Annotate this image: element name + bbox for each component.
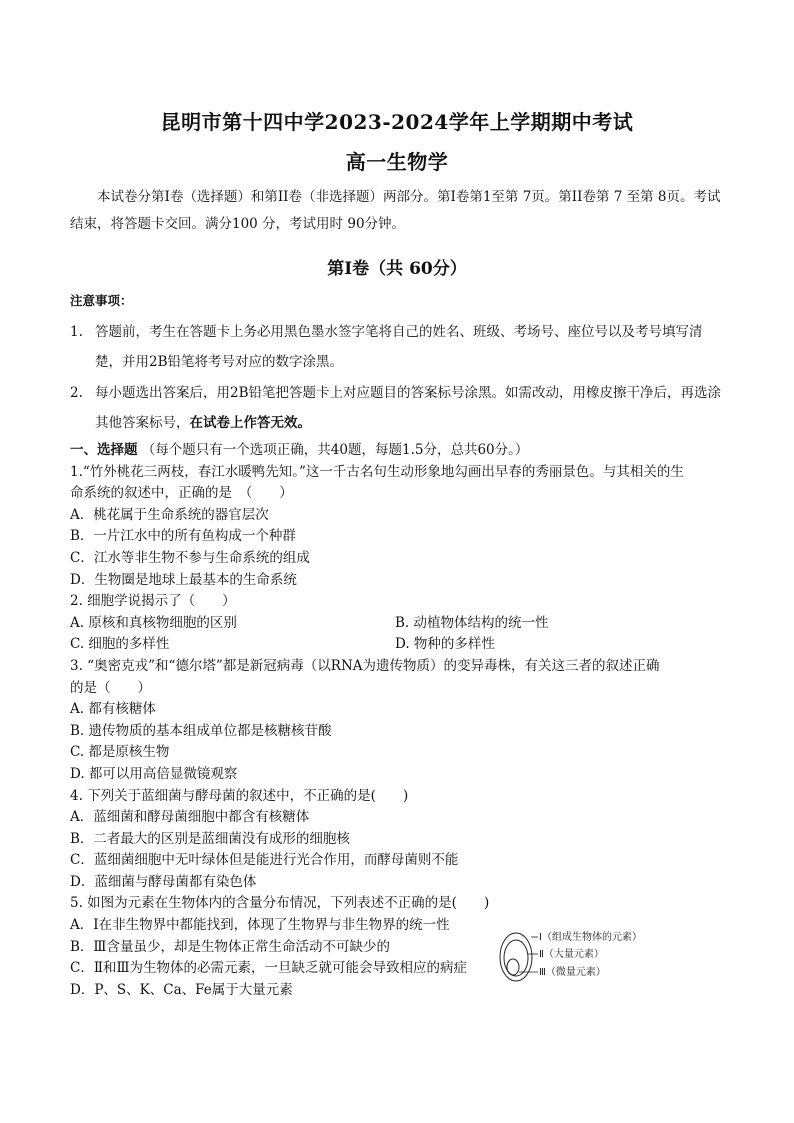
answer-option: D. 都可以用高倍显微镜观察 [70, 765, 238, 782]
notice-item [70, 378, 722, 438]
option-row [70, 634, 722, 656]
answer-option: C．江水等非生物不参与生命系统的组成 [70, 549, 310, 566]
answer-option: D．蓝细菌与酵母菌都有染色体 [70, 873, 257, 890]
answer-option: A．Ⅰ在非生物界中都能找到，体现了生物界与非生物界的统一性 [70, 917, 450, 934]
answer-option: C．Ⅱ和Ⅲ为生物体的必需元素，一旦缺乏就可能会导致相应的病症 [70, 960, 468, 977]
notice-text-wrap [95, 378, 722, 438]
answer-option: B. 遗传物质的基本组成单位都是核糖核苷酸 [70, 722, 332, 739]
notice-text: 答题前，考生在答题卡上务必用黑色墨水签字笔将自己的姓名、班级、考场号、座位号以及考号填写清楚，并用2B铅笔将考号对应的数字涂黑。 [95, 324, 703, 370]
notice-bold-warning: 在试卷上作答无效。 [189, 415, 311, 431]
diagram-label-II: Ⅱ（大量元素） [539, 949, 604, 960]
answer-option: C．蓝细菌细胞中无叶绿体但是能进行光合作用，而酵母菌则不能 [70, 852, 459, 869]
exam-intro: 本试卷分第I卷（选择题）和第II卷（非选择题）两部分。第I卷第1至第 7页。第II卷第 7 至第 8页。考试结束，将答题卡交回。满分100 分，考试用时 90分钟。 [70, 189, 721, 232]
question-stem: 1.“竹外桃花三两枝，春江水暖鸭先知。”这一千古名句生动形象地勾画出早春的秀丽景色。与其相关的生 [70, 463, 684, 480]
answer-option: A．蓝细菌和酵母菌细胞中都含有核糖体 [70, 809, 310, 826]
question-stem: 4. 下列关于蓝细菌与酵母菌的叙述中，不正确的是( ) [70, 787, 409, 804]
answer-option: A. 原核和真核物细胞的区别 [70, 614, 237, 631]
answer-option: A. 都有核糖体 [70, 701, 156, 718]
answer-option: D．P、S、K、Ca、Fe属于大量元素 [70, 981, 293, 998]
section-label: 一、选择题 [70, 442, 138, 458]
notice-number: 2. [70, 385, 83, 401]
section-header [70, 440, 722, 462]
question-stem: 命系统的叙述中，正确的是 （ ） [70, 485, 293, 502]
diagram-label-I: Ⅰ（组成生物体的元素） [539, 932, 642, 943]
answer-option: D．生物圈是地球上最基本的生命系统 [70, 571, 297, 588]
exam-subject: 高一生物学 [345, 150, 449, 174]
answer-option: B．一片江水中的所有鱼构成一个种群 [70, 528, 296, 545]
answer-option: D. 物种的多样性 [395, 636, 495, 653]
exam-title: 昆明市第十四中学2023-2024学年上学期期中考试 [160, 110, 634, 134]
answer-option: C. 都是原核生物 [70, 744, 170, 761]
question-stem: 的是（ ） [70, 679, 151, 696]
notice-text: 每小题选出答案后，用2B铅笔把答题卡上对应题目的答案标号涂黑。如需改动，用橡皮擦干净后，再选涂其他答案标号， [95, 385, 722, 431]
question-area [70, 440, 722, 1001]
notice-number: 1. [70, 324, 83, 340]
answer-option: A．桃花属于生命系统的器官层次 [70, 506, 269, 523]
part1-heading: 第I卷（共 60分） [327, 259, 467, 279]
notice-item [70, 317, 722, 377]
question-stem: 2. 细胞学说揭示了（ ） [70, 593, 236, 610]
question-stem: 5. 如图为元素在生物体内的含量分布情况，下列表述不正确的是( ) [70, 895, 490, 912]
inner-circle-III [507, 959, 519, 975]
section-note: （每个题只有一个选项正确，共40题，每题1.5分，总共60分。） [141, 442, 529, 458]
answer-option: B. 动植物体结构的统一性 [395, 614, 549, 631]
element-distribution-diagram [498, 927, 698, 983]
notice-label: 注意事项： [70, 293, 133, 308]
question-stem: 3. “奥密克戎”和“德尔塔”都是新冠病毒（以RNA为遗传物质）的变异毒株，有关这三者的叙述正确 [70, 657, 660, 674]
answer-option: B．Ⅲ含量虽少，却是生物体正常生命活动不可缺少的 [70, 938, 390, 955]
option-row [70, 613, 722, 635]
answer-option: B．二者最大的区别是蓝细菌没有成形的细胞核 [70, 830, 350, 847]
answer-option: C. 细胞的多样性 [70, 636, 170, 653]
diagram-label-III: Ⅲ（微量元素） [539, 967, 606, 978]
